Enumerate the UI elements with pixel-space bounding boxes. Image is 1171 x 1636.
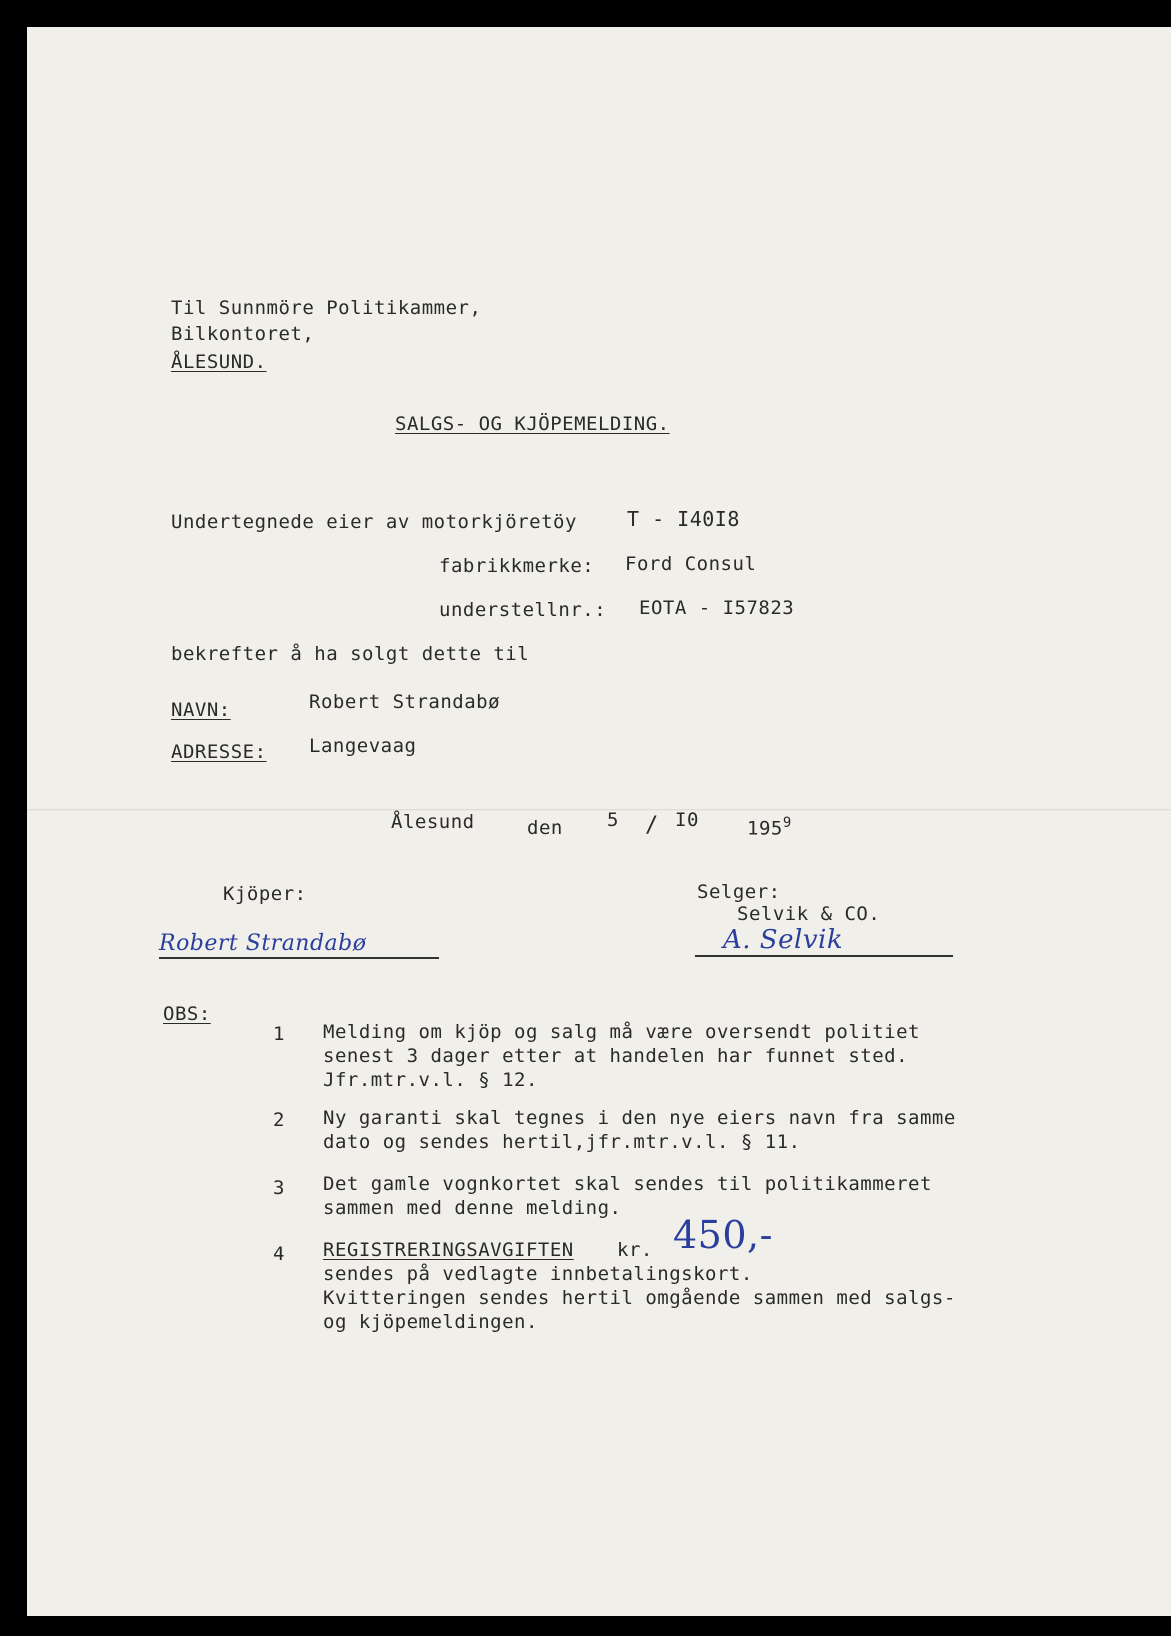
buyer-name: Robert Strandabø [309, 691, 501, 713]
note-3-number: 3 [273, 1177, 285, 1199]
note-1-line-3: Jfr.mtr.v.l. § 12. [323, 1069, 538, 1091]
seller-company: Selvik & CO. [737, 903, 881, 925]
date-place: Ålesund [391, 811, 475, 833]
note-2-line-1: Ny garanti skal tegnes i den nye eiers navn fra samme [323, 1107, 956, 1129]
buyer-signature: Robert Strandabø [159, 931, 367, 956]
date-den: den [527, 817, 563, 839]
buyer-signature-line [159, 957, 439, 959]
note-1-line-2: senest 3 dager etter at handelen har funnet sted. [323, 1045, 909, 1067]
registration-number: T - I40I8 [627, 507, 740, 531]
document-title: SALGS- OG KJÖPEMELDING. [395, 413, 670, 435]
date-day: 5 [607, 809, 619, 831]
chassis-value: EOTA - I57823 [639, 597, 795, 619]
fee-amount: 450,- [673, 1213, 773, 1257]
name-label: NAVN: [171, 699, 231, 721]
buyer-address: Langevaag [309, 735, 417, 757]
note-4-line-1: sendes på vedlagte innbetalingskort. [323, 1263, 753, 1285]
document-page [27, 27, 1171, 1616]
notes-label: OBS: [163, 1003, 211, 1025]
fee-kr: kr. [617, 1239, 653, 1261]
date-slash: / [645, 813, 659, 838]
note-2-number: 2 [273, 1109, 285, 1131]
note-2-line-2: dato og sendes hertil,jfr.mtr.v.l. § 11. [323, 1131, 801, 1153]
fee-label: REGISTRERINGSAVGIFTEN [323, 1239, 574, 1261]
chassis-label: understellnr.: [439, 599, 607, 621]
note-4-number: 4 [273, 1243, 285, 1265]
note-3-line-1: Det gamle vognkortet skal sendes til politikammeret [323, 1173, 932, 1195]
seller-signature-line [695, 955, 953, 957]
make-label: fabrikkmerke: [439, 555, 595, 577]
note-4-line-3: og kjöpemeldingen. [323, 1311, 538, 1333]
address-label: ADRESSE: [171, 741, 267, 763]
date-year: $195^9$ [747, 815, 792, 840]
paper-fold [27, 809, 1171, 811]
make-value: Ford Consul [625, 553, 757, 575]
vehicle-intro: Undertegnede eier av motorkjöretöy [171, 511, 577, 533]
note-3-line-2: sammen med denne melding. [323, 1197, 622, 1219]
seller-signature: A. Selvik [723, 925, 844, 955]
recipient-city: ÅLESUND. [171, 351, 267, 373]
seller-label: Selger: [697, 881, 781, 903]
recipient-line-1: Til Sunnmöre Politikammer, [171, 297, 482, 319]
note-4-line-2: Kvitteringen sendes hertil omgående sammen med salgs- [323, 1287, 956, 1309]
recipient-line-2: Bilkontoret, [171, 323, 315, 345]
confirm-text: bekrefter å ha solgt dette til [171, 643, 530, 665]
note-1-line-1: Melding om kjöp og salg må være oversendt politiet [323, 1021, 920, 1043]
buyer-label: Kjöper: [223, 883, 307, 905]
date-month: I0 [675, 809, 699, 831]
note-1-number: 1 [273, 1023, 285, 1045]
